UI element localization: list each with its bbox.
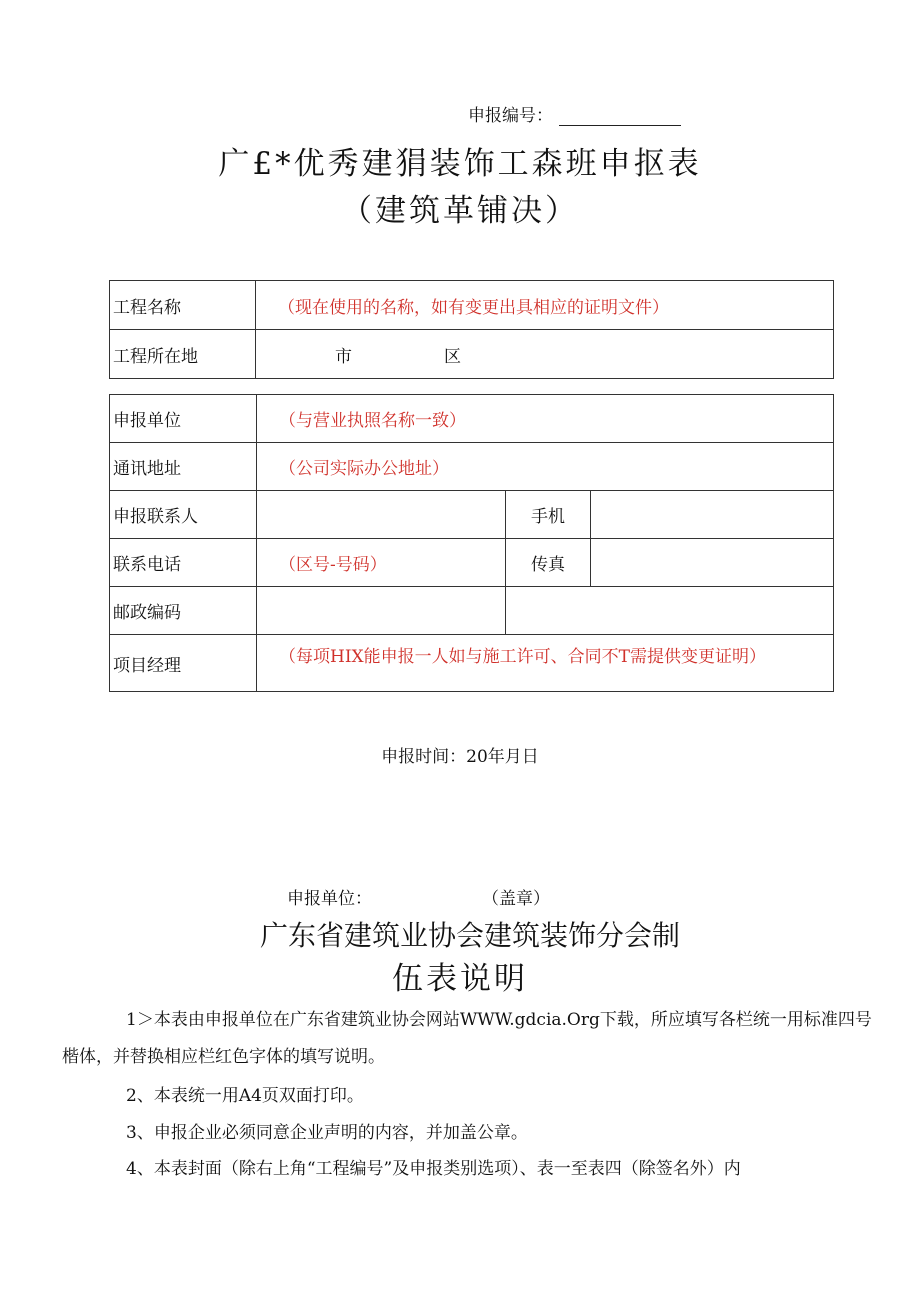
postcode-blank: [506, 587, 834, 635]
contact-person-label: 申报联系人: [110, 491, 257, 539]
mailing-address-input[interactable]: （公司实际办公地址）: [257, 443, 834, 491]
table-row: [110, 395, 834, 443]
project-name-label: 工程名称: [110, 281, 256, 330]
instruction-item-3: 3、申报企业必须同意企业声明的内容，并加盖公章。: [126, 1123, 528, 1143]
applicant-info-table: [109, 394, 834, 692]
mailing-address-label: 通讯地址: [110, 443, 257, 491]
project-manager-input[interactable]: （每项HIX能申报一人如与施工许可、合同不T需提供变更证明）: [257, 635, 834, 692]
mobile-input[interactable]: [591, 491, 834, 539]
project-name-input[interactable]: （现在使用的名称，如有变更出具相应的证明文件）: [256, 281, 834, 330]
stamp-unit-label: 申报单位：: [287, 889, 372, 909]
project-location-label: 工程所在地: [110, 330, 256, 379]
table-row: [110, 635, 834, 692]
form-subtitle: （建筑革铺决）: [341, 193, 579, 229]
fax-input[interactable]: [591, 539, 834, 587]
postcode-input[interactable]: [257, 587, 506, 635]
postcode-label: 邮政编码: [110, 587, 257, 635]
location-district-label: 区: [444, 346, 461, 367]
mobile-label: 手机: [506, 491, 591, 539]
table-row: [110, 587, 834, 635]
stamp-line: [287, 884, 550, 909]
project-location-input[interactable]: [256, 330, 834, 379]
table-row: [110, 443, 834, 491]
contact-person-input[interactable]: [257, 491, 506, 539]
fax-label: 传真: [506, 539, 591, 587]
table-row: [110, 281, 834, 330]
submission-date: 申报时间：20年月日: [381, 747, 539, 767]
instruction-item-2: 2、本表统一用A4页双面打印。: [126, 1086, 364, 1106]
serial-number-label: 申报编号：: [468, 106, 553, 126]
table-row: [110, 330, 834, 379]
issuing-organization: 广东省建筑业协会建筑装饰分会制: [259, 919, 680, 952]
table-row: [110, 539, 834, 587]
stamp-text: （盖章）: [482, 889, 550, 909]
project-info-table: [109, 280, 834, 379]
instruction-item-4: 4、本表封面（除右上角“工程编号”及申报类别选项）、表一至表四（除签名外）内: [126, 1159, 741, 1179]
phone-input[interactable]: （区号-号码）: [257, 539, 506, 587]
project-manager-label: 项目经理: [110, 635, 257, 692]
instruction-item-1: 1＞本表由申报单位在广东省建筑业协会网站WWW.gdcia.Org下载，所应填写各栏统一用标准四号楷体，并替换相应栏红色字体的填写说明。: [62, 1010, 872, 1067]
form-title: 广£*优秀建狷装饰工森班申抠表: [218, 146, 702, 182]
instructions-title: 伍表说明: [392, 961, 528, 997]
serial-number-field: [468, 101, 681, 126]
applicant-unit-input[interactable]: （与营业执照名称一致）: [257, 395, 834, 443]
location-city-label: 市: [335, 346, 352, 367]
serial-number-input[interactable]: [559, 109, 681, 126]
table-row: [110, 491, 834, 539]
phone-label: 联系电话: [110, 539, 257, 587]
applicant-unit-label: 申报单位: [110, 395, 257, 443]
